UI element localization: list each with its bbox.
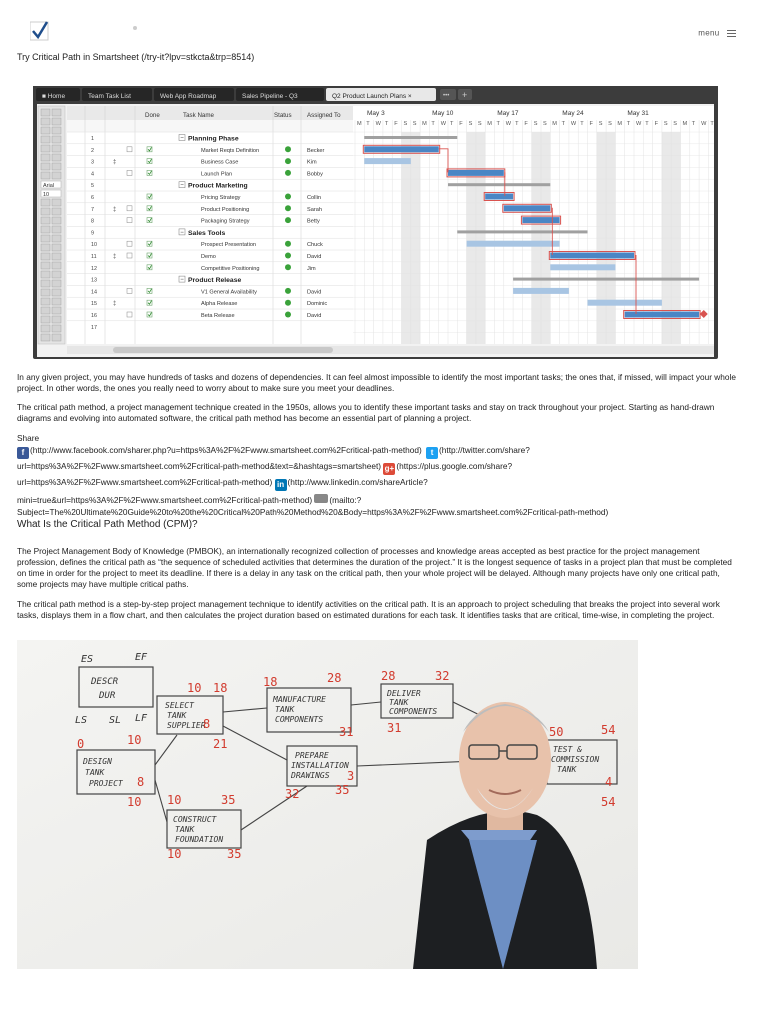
toolbar-button[interactable] [41,163,50,170]
day-label: T [626,121,631,127]
svg-text:10: 10 [43,192,50,198]
share-label: Share [17,433,40,443]
intro-paragraph-2: The critical path method, a project management technique created in the 1950s, allows you to identify these important tasks and stay on track throughout your project. Starting as hand-drawn diagrams and evolving into automated software, the critical path method has become an essential part of planning a project. [17,402,715,423]
svg-text:MANUFACTURE: MANUFACTURE [273,695,326,704]
status-dot [285,241,291,247]
svg-text:10: 10 [167,793,182,807]
intro-paragraph-1: In any given project, you may have hundreds of tasks and dozens of dependencies. It can feel almost impossible to identify the most important tasks; the ones that, if missed, will impact your whole project. In other words, the ones you really need to worry about to make sure you meet your deadlines. [17,372,736,393]
svg-text:32: 32 [435,669,450,683]
task-name: V1 General Availability [201,289,257,296]
day-label: T [691,121,696,127]
try-link[interactable]: Try Critical Path in Smartsheet (/try-it?lpv=stkcta&trp=8514) [17,52,255,62]
row-number: 12 [91,265,97,272]
toolbar-button[interactable] [41,280,50,287]
day-label: S [608,121,612,127]
task-name: Beta Release [201,313,235,319]
svg-text:Done: Done [145,112,160,119]
row-number: 17 [91,324,97,331]
status-dot [285,217,291,223]
row-number: 15 [91,301,97,308]
svg-text:0: 0 [77,737,85,751]
twitter-icon[interactable]: t [426,447,438,459]
toolbar-button[interactable] [52,262,61,269]
tab-label: ■ Home [42,93,66,100]
tab-label: Q2 Product Launch Plans × [332,93,412,100]
assigned-to: Bobby [307,171,323,178]
toolbar-button[interactable] [41,199,50,206]
day-label: F [524,121,528,127]
row-number: 1 [91,136,94,142]
toolbar-button[interactable] [52,289,61,296]
linkedin-icon[interactable]: in [275,479,287,491]
toolbar-button[interactable] [41,208,50,215]
svg-text:Arial: Arial [43,183,55,189]
toolbar-button[interactable] [52,163,61,170]
svg-text:‡: ‡ [113,254,117,260]
share-row-4 [17,494,361,505]
toolbar-button[interactable] [52,244,61,251]
day-label: F [654,121,659,127]
day-label: W [701,121,707,127]
row-number: 7 [91,206,94,213]
svg-text:SUPPLIER: SUPPLIER [167,721,206,730]
day-label: T [561,121,566,127]
toolbar-button[interactable] [41,253,50,260]
toolbar-button[interactable] [52,118,61,125]
day-label: T [645,121,649,127]
day-label: S [663,121,668,127]
row-number: 9 [91,230,94,237]
svg-text:COMMISSION: COMMISSION [551,755,600,764]
assigned-to: Dominic [307,301,328,308]
svg-text:Status: Status [274,112,292,119]
row-number: 4 [91,171,94,178]
toolbar-button[interactable] [52,253,61,260]
toolbar-button[interactable] [41,307,50,314]
twitter-share-link-cont[interactable]: url=https%3A%2F%2Fwww.smartsheet.com%2Fcritical-path-method&text=&hashtags=smartsheet) [17,461,382,471]
toolbar-button[interactable] [41,298,50,305]
svg-text:DESIGN: DESIGN [83,757,112,766]
day-label: M [487,121,492,127]
toolbar-button[interactable] [52,172,61,179]
toolbar-button[interactable] [41,325,50,332]
day-label: T [580,121,584,127]
assigned-to: David [307,289,322,296]
row-number: 13 [91,277,97,284]
toolbar-button[interactable] [52,226,61,233]
svg-text:8: 8 [137,775,145,789]
label-ls: LS [75,715,88,726]
day-label: T [450,121,454,127]
week-label: May 3 [367,110,385,117]
toolbar-button[interactable] [52,235,61,242]
toolbar-button[interactable] [52,208,61,215]
tab-label: Web App Roadmap [160,93,217,100]
body-paragraph-2: The critical path method is a step-by-step project management technique to identify activities on the critical path. It is an approach to project scheduling that breaks the project into several work tasks, displays them in a flow chart, and then calculates the project duration based on estimated durations for each task. It identifies tasks that are critical, time-wise, in completing the project. [17,599,720,620]
gantt-bar [457,230,587,233]
svg-text:DUR: DUR [99,691,116,701]
day-label: F [459,121,463,127]
gantt-bar [364,146,438,152]
toolbar-button[interactable] [41,226,50,233]
assigned-to: Becker [307,147,325,154]
svg-text:TANK: TANK [85,768,105,777]
gantt-bar [513,288,569,294]
svg-text:54: 54 [601,795,616,809]
linkedin-share-link-cont[interactable]: mini=true&url=https%3A%2F%2Fwww.smartsheet.com%2Fcritical-path-method) [17,495,313,505]
toolbar-button[interactable] [41,154,50,161]
gantt-bar [448,183,550,186]
day-label: F [589,121,593,127]
svg-text:54: 54 [601,723,616,737]
day-label: F [394,121,398,127]
dot-indicator [133,26,137,30]
toolbar-button[interactable] [41,109,50,116]
svg-text:31: 31 [387,721,402,735]
gantt-bar [513,278,699,281]
toolbar-button[interactable] [52,136,61,143]
gantt-bar [550,253,634,259]
day-label: M [682,121,688,127]
day-label: T [710,121,714,127]
svg-text:10: 10 [187,681,202,695]
svg-text:TANK: TANK [389,698,409,707]
toolbar-button[interactable] [52,127,61,134]
svg-text:28: 28 [327,671,342,685]
assigned-to: David [307,313,322,319]
svg-text:35: 35 [227,847,242,861]
day-label: W [440,121,446,127]
toolbar-button[interactable] [52,298,61,305]
svg-text:10: 10 [127,733,142,747]
toolbar-button[interactable] [52,145,61,152]
section-name: Product Marketing [188,182,248,190]
toolbar-button[interactable] [41,334,50,341]
status-dot [285,146,291,152]
row-number: 5 [91,183,94,190]
tab-label: Team Task List [88,93,131,100]
day-label: W [570,121,577,127]
toolbar-button[interactable] [52,271,61,278]
svg-text:FOUNDATION: FOUNDATION [175,835,224,844]
day-label: W [636,121,642,127]
google-plus-icon[interactable]: g+ [384,464,395,473]
task-name: Pricing Strategy [201,195,241,201]
facebook-share-link[interactable]: (http://www.facebook.com/sharer.php?u=https%3A%2F%2Fwww.smartsheet.com%2Fcritical-path-method) [30,445,422,455]
toolbar-button[interactable] [52,280,61,287]
toolbar-button[interactable] [52,154,61,161]
task-name: Market Reqts Definition [201,147,260,154]
assigned-to: Collin [307,195,321,201]
row-number: 10 [91,242,97,249]
svg-text:18: 18 [263,675,278,689]
svg-text:DRAWINGS: DRAWINGS [291,771,330,780]
day-label: M [617,121,623,127]
day-label: T [515,121,519,127]
svg-text:COMPONENTS: COMPONENTS [275,715,324,724]
svg-text:−: − [180,229,184,236]
svg-text:TANK: TANK [557,765,577,774]
svg-text:32: 32 [285,787,300,801]
twitter-share-link[interactable]: (http://twitter.com/share? [439,445,530,455]
linkedin-share-link[interactable]: (http://www.linkedin.com/shareArticle? [287,477,428,487]
day-label: S [533,121,538,127]
task-name: Alpha Release [201,301,238,308]
day-label: T [384,121,389,127]
day-label: W [375,121,381,127]
svg-text:SELECT: SELECT [165,701,194,710]
svg-text:8: 8 [203,717,211,731]
week-label: May 31 [627,110,649,117]
email-share-link[interactable]: (mailto:? [329,495,362,505]
svg-text:21: 21 [213,737,228,751]
toolbar-button[interactable] [41,262,50,269]
day-label: S [543,121,547,127]
svg-text:31: 31 [339,725,354,739]
toolbar-button[interactable] [41,217,50,224]
toolbar-button[interactable] [52,109,61,116]
task-name: Prospect Presentation [201,242,257,249]
menu-label: menu [698,28,720,38]
whiteboard-photo [17,640,638,969]
tab-label: Sales Pipeline - Q3 [242,93,298,100]
svg-text:10: 10 [127,795,142,809]
row-number: 11 [91,254,97,260]
toolbar-button[interactable] [41,127,50,134]
svg-text:50: 50 [549,725,564,739]
svg-text:4: 4 [605,775,613,789]
whiteboard-diagram [17,640,638,969]
toolbar-button[interactable] [52,199,61,206]
section-name: Planning Phase [188,135,239,143]
day-label: M [357,121,362,127]
toolbar-button[interactable] [41,235,50,242]
assigned-to: Jim [307,265,316,272]
toolbar-button[interactable] [52,217,61,224]
day-label: S [403,121,408,127]
gantt-bar [364,158,411,164]
day-label: W [505,121,512,127]
task-name: Launch Plan [201,171,233,178]
svg-text:CONSTRUCT: CONSTRUCT [173,815,217,824]
gantt-bar [364,136,457,139]
task-name: Product Positioning [201,206,250,213]
row-number: 3 [91,159,94,166]
gantt-bar [550,264,615,270]
svg-text:DELIVER: DELIVER [387,689,421,698]
status-dot [285,288,291,294]
section-name: Product Release [188,277,242,285]
svg-text:COMPONENTS: COMPONENTS [389,707,438,716]
day-label: S [598,121,603,127]
toolbar-button[interactable] [52,307,61,314]
share-row-3 [17,477,428,491]
toolbar-button[interactable] [41,118,50,125]
status-dot [285,170,291,176]
svg-text:TEST &: TEST & [553,745,582,754]
svg-text:TANK: TANK [167,711,187,720]
week-label: May 17 [497,110,519,117]
email-icon[interactable] [314,494,328,503]
svg-text:•••: ••• [443,93,450,99]
svg-text:INSTALLATION: INSTALLATION [291,761,349,770]
label-sl: SL [109,715,122,726]
task-name: Business Case [201,159,239,166]
svg-text:18: 18 [213,681,228,695]
assigned-to: David [307,254,322,260]
toolbar-button[interactable] [41,172,50,179]
menu-button[interactable] [698,28,736,39]
toolbar-button[interactable] [41,316,50,323]
week-label: May 10 [432,110,454,117]
gantt-app [33,86,718,359]
gantt-bar [588,300,662,306]
svg-text:‡: ‡ [113,206,117,213]
row-number: 2 [91,147,94,154]
gantt-bar [522,217,559,223]
section-name: Sales Tools [188,229,226,237]
day-label: S [673,121,677,127]
svg-text:‡: ‡ [113,301,117,308]
day-label: T [496,121,500,127]
email-share-link-cont[interactable]: Subject=The%20Ultimate%20Guide%20to%20the%20Critical%20Path%20Method%20&Body=https%3A%2F%2Fwww.smartsheet.com%2Fcritical-path-method) [17,507,609,517]
toolbar-button[interactable] [52,325,61,332]
smartsheet-logo-icon[interactable] [30,20,50,42]
task-name: Packaging Strategy [201,218,250,225]
svg-text:PROJECT: PROJECT [89,779,123,788]
day-label: T [431,121,435,127]
google-share-link[interactable]: (https://plus.google.com/share? [396,461,513,471]
body-paragraph-1: The Project Management Body of Knowledge (PMBOK), an internationally recognized collection of processes and knowledge areas accepted as best practice for the project management profession, defines the critical path as “the sequence of scheduled activities that determines the duration of the project.” It is the longest sequence of tasks in a project plan that must be completed on time in order for the project to meet its deadline. If there is a delay in any task on the critical path, then your whole project will be delayed. Although many projects have only one critical path, some projects may have multiple critical paths. [17,546,732,589]
status-dot [285,312,291,318]
status-dot [285,264,291,270]
row-number: 8 [91,218,94,225]
svg-text:DESCR: DESCR [91,677,119,687]
facebook-icon[interactable]: f [17,447,29,459]
hamburger-icon [727,28,736,39]
row-number: 14 [91,289,97,296]
svg-text:−: − [180,277,184,284]
day-label: S [477,121,482,127]
day-label: S [468,121,473,127]
toolbar-button[interactable] [41,244,50,251]
assigned-to: Kim [307,159,317,166]
label-lf: LF [135,713,148,724]
svg-text:28: 28 [381,669,396,683]
svg-text:‡: ‡ [113,159,117,166]
svg-text:Task Name: Task Name [183,112,214,119]
toolbar-button[interactable] [41,145,50,152]
gantt-bar [467,241,560,247]
toolbar-button[interactable] [52,334,61,341]
day-label: T [366,121,370,127]
day-label: S [412,121,417,127]
svg-text:35: 35 [221,793,236,807]
assigned-to: Betty [307,218,320,225]
assigned-to: Chuck [307,242,323,249]
share-row-2 [17,461,512,475]
task-name: Demo [201,254,216,260]
gantt-bar [448,170,504,176]
svg-text:Assigned To: Assigned To [307,112,341,119]
status-dot [285,158,291,164]
row-number: 16 [91,313,97,319]
gantt-bar [504,205,551,211]
svg-text:TANK: TANK [175,825,195,834]
row-number: 6 [91,195,94,201]
toolbar-button[interactable] [41,136,50,143]
svg-text:3: 3 [347,769,355,783]
status-dot [285,205,291,211]
label-ef: EF [135,652,148,663]
section-heading: What Is the Critical Path Method (CPM)? [17,519,198,530]
day-label: M [552,121,557,127]
status-dot [285,194,291,200]
google-share-link-cont[interactable]: url=https%3A%2F%2Fwww.smartsheet.com%2Fcritical-path-method) [17,477,273,487]
toolbar-button[interactable] [41,289,50,296]
toolbar-button[interactable] [52,316,61,323]
share-row-5 [17,507,608,517]
svg-text:10: 10 [167,847,182,861]
svg-text:+: + [462,90,468,100]
assigned-to: Sarah [307,206,322,213]
status-dot [285,253,291,259]
svg-text:−: − [180,135,184,142]
day-label: M [422,121,427,127]
svg-text:−: − [180,182,184,189]
toolbar-button[interactable] [41,271,50,278]
week-label: May 24 [562,110,584,117]
share-row-1 [17,445,530,459]
gantt-bar [485,194,513,200]
svg-text:TANK: TANK [275,705,295,714]
label-es: ES [81,654,94,665]
app-screenshot [33,86,718,359]
status-dot [285,300,291,306]
task-name: Competitive Positioning [201,265,260,272]
svg-text:PREPARE: PREPARE [295,751,329,760]
svg-text:35: 35 [335,783,350,797]
